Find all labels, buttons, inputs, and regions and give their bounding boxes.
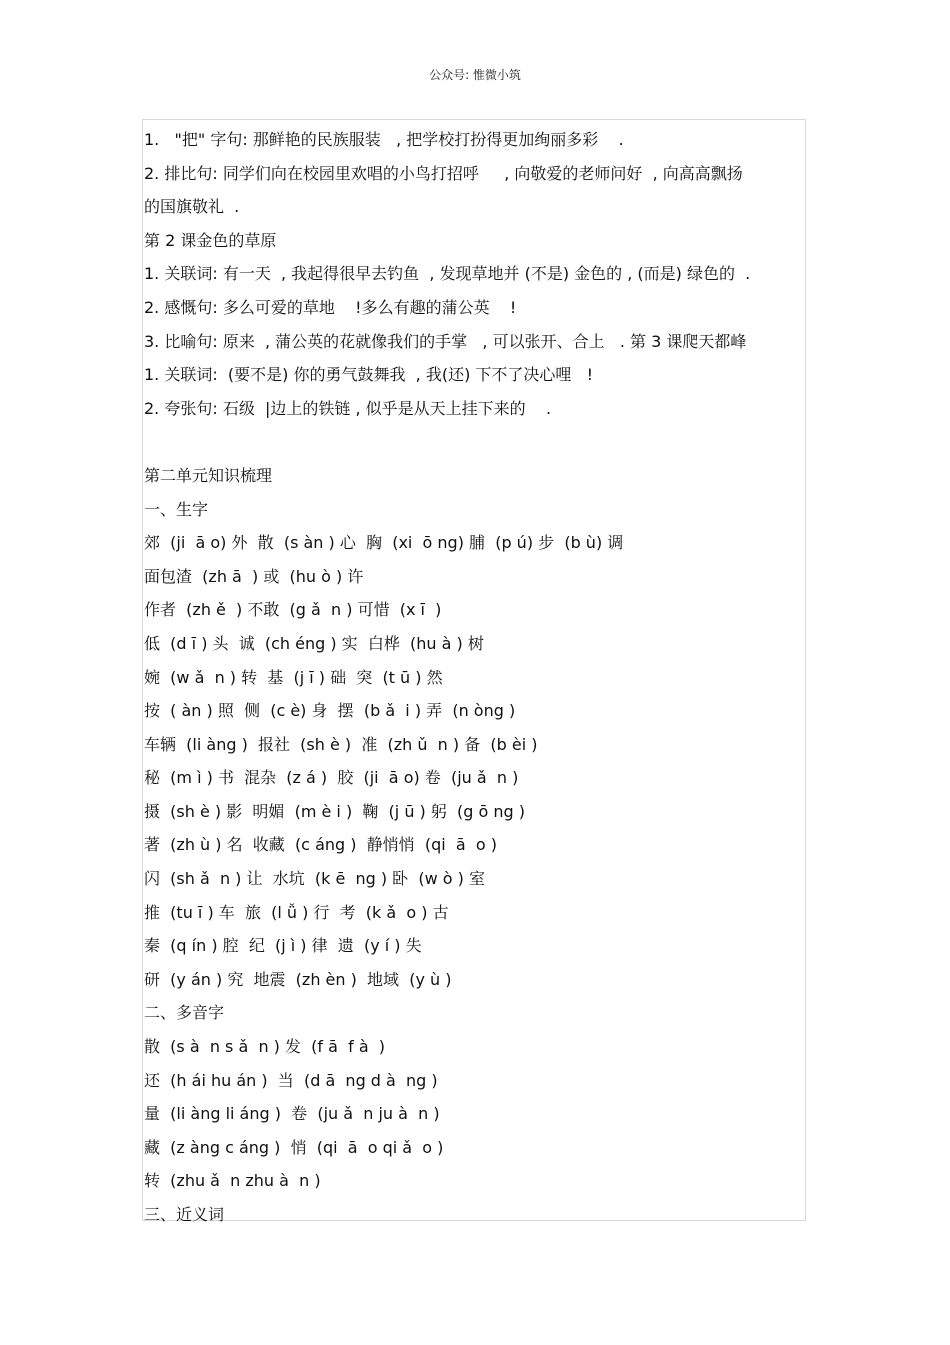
vocab-line: 婉 (w ǎ n ) 转 基 (j ī ) 础 突 (t ū ) 然 xyxy=(144,667,443,687)
polyphone-line: 藏 (z àng c áng ) 悄 (qi ā o qi ǎ o ) xyxy=(144,1137,444,1157)
polyphone-line: 还 (h ái hu án ) 当 (d ā ng d à ng ) xyxy=(144,1070,438,1090)
text-line: 1. 关联词: 有一天 , 我起得很早去钓鱼 , 发现草地并 (不是) 金色的 , (而是) 绿色的 . xyxy=(144,264,751,284)
lesson-heading: 第 2 课金色的草原 xyxy=(144,230,277,250)
vocab-line: 作者 (zh ě ) 不敢 (g ǎ n ) 可惜 (x ī ) xyxy=(144,600,442,620)
section-heading: 一、生字 xyxy=(144,499,209,519)
vocab-line: 按 ( àn ) 照 侧 (c è) 身 摆 (b ǎ i ) 弄 (n òng ) xyxy=(144,701,516,721)
text-line: 1. 关联词: (要不是) 你的勇气鼓舞我 , 我(还) 下不了决心哩 ! xyxy=(144,365,594,385)
vocab-line: 面包渣 (zh ā ) 或 (hu ò ) 许 xyxy=(144,566,364,586)
vocab-line: 秦 (q ín ) 腔 纪 (j ì ) 律 遗 (y í ) 失 xyxy=(144,936,422,956)
text-line: 2. 排比句: 同学们向在校园里欢唱的小鸟打招呼 , 向敬爱的老师问好 , 向高高飘扬 xyxy=(144,163,743,183)
unit-heading: 第二单元知识梳理 xyxy=(144,465,273,485)
text-line: 3. 比喻句: 原来 , 蒲公英的花就像我们的手掌 , 可以张开、合上 . 第 3 课爬天都峰 xyxy=(144,331,747,351)
vocab-line: 秘 (m ì ) 书 混杂 (z á ) 胶 (ji ā o) 卷 (ju ǎ n ) xyxy=(144,768,519,788)
text-line: 2. 夸张句: 石级 |边上的铁链 , 似乎是从天上挂下来的 . xyxy=(144,398,552,418)
polyphone-line: 散 (s à n s ǎ n ) 发 (f ā f à ) xyxy=(144,1037,386,1057)
vocab-line: 闪 (sh ǎ n ) 让 水坑 (k ē ng ) 卧 (w ò ) 室 xyxy=(144,869,485,889)
page-header: 公众号: 惟微小筑 xyxy=(429,68,521,82)
text-line: 的国旗敬礼 . xyxy=(144,197,240,217)
vocab-line: 低 (d ī ) 头 诚 (ch éng ) 实 白桦 (hu à ) 树 xyxy=(144,633,484,653)
vocab-line: 推 (tu ī ) 车 旅 (l ǚ ) 行 考 (k ǎ o ) 古 xyxy=(144,902,449,922)
vocab-line: 研 (y án ) 究 地震 (zh èn ) 地域 (y ù ) xyxy=(144,969,452,989)
text-line: 2. 感慨句: 多么可爱的草地 !多么有趣的蒲公英 ! xyxy=(144,297,517,317)
section-heading: 二、多音字 xyxy=(144,1003,225,1023)
polyphone-line: 转 (zhu ǎ n zhu à n ) xyxy=(144,1171,321,1191)
document-body xyxy=(144,123,804,1232)
polyphone-line: 量 (li àng li áng ) 卷 (ju ǎ n ju à n ) xyxy=(144,1104,440,1124)
section-heading: 三、近义词 xyxy=(144,1205,225,1224)
vocab-line: 著 (zh ù ) 名 收藏 (c áng ) 静悄悄 (qi ā o ) xyxy=(144,835,497,855)
text-line: 1. "把" 字句: 那鲜艳的民族服装 , 把学校打扮得更加绚丽多彩 . xyxy=(144,130,624,149)
vocab-line: 摄 (sh è ) 影 明媚 (m è i ) 鞠 (j ū ) 躬 (g ō ng ) xyxy=(144,801,526,821)
vocab-line: 车辆 (li àng ) 报社 (sh è ) 准 (zh ǔ n ) 备 (b èi ) xyxy=(144,734,538,754)
vocab-line: 郊 (ji ā o) 外 散 (s àn ) 心 胸 (xi ō ng) 脯 (p ú) 步 (b ù) 调 xyxy=(144,533,624,553)
blank-line xyxy=(144,425,804,459)
